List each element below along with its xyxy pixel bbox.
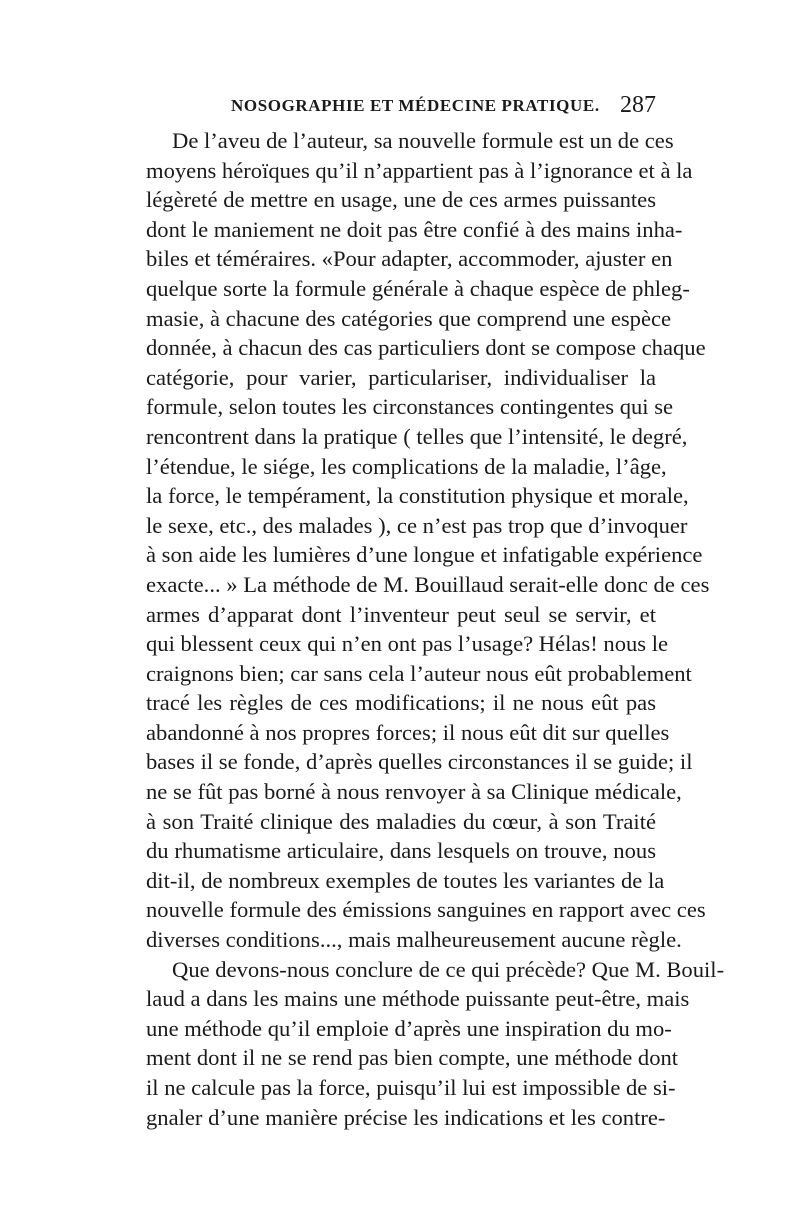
- text-line: biles et téméraires. «Pour adapter, accommoder, ajuster en: [146, 246, 673, 272]
- text-line: nouvelle formule des émissions sanguines en rapport avec ces: [146, 897, 706, 923]
- text-line: catégorie, pour varier, particulariser, individualiser la: [146, 364, 656, 390]
- running-title: NOSOGRAPHIE ET MÉDECINE PRATIQUE.: [231, 96, 600, 115]
- text-line: Que devons-nous conclure de ce qui précède? Que M. Bouil-: [172, 956, 725, 982]
- text-line: la force, le tempérament, la constitution physique et morale,: [146, 483, 689, 509]
- text-line: à son Traité clinique des maladies du cœur, à son Traité: [146, 808, 656, 834]
- text-line: l’étendue, le siége, les complications de la maladie, l’âge,: [146, 453, 667, 479]
- text-line: masie, à chacune des catégories que comprend une espèce: [146, 305, 672, 331]
- text-line: à son aide les lumières d’une longue et infatigable expérience: [146, 542, 703, 568]
- text-line: le sexe, etc., des malades ), ce n’est pas trop que d’invoquer: [146, 512, 688, 538]
- text-line: formule, selon toutes les circonstances contingentes qui se: [146, 394, 674, 420]
- text-line: quelque sorte la formule générale à chaque espèce de phleg-: [146, 275, 690, 301]
- text-line: qui blessent ceux qui n’en ont pas l’usage? Hélas! nous le: [146, 631, 669, 657]
- text-line: moyens héroïques qu’il n’appartient pas à l’ignorance et à la: [146, 157, 693, 183]
- page-number: 287: [620, 92, 656, 118]
- running-head: [146, 92, 656, 124]
- text-line: diverses conditions..., mais malheureusement aucune règle.: [146, 927, 682, 953]
- text-line: laud a dans les mains une méthode puissante peut-être, mais: [146, 986, 690, 1012]
- text-line: abandonné à nos propres forces; il nous eût dit sur quelles: [146, 719, 670, 745]
- text-line: dit-il, de nombreux exemples de toutes les variantes de la: [146, 867, 665, 893]
- text-line: donnée, à chacun des cas particuliers dont se compose chaque: [146, 335, 706, 361]
- text-line: gnaler d’une manière précise les indications et les contre-: [146, 1104, 666, 1130]
- text-line: exacte... » La méthode de M. Bouillaud serait-elle donc de ces: [146, 571, 710, 597]
- text-line: une méthode qu’il emploie d’après une inspiration du mo-: [146, 1015, 672, 1041]
- text-line: ne se fût pas borné à nous renvoyer à sa Clinique médicale,: [146, 779, 682, 805]
- text-line: légèreté de mettre en usage, une de ces armes puissantes: [146, 187, 656, 213]
- text-line: il ne calcule pas la force, puisqu’il lui est impossible de si-: [146, 1075, 676, 1100]
- text-line: bases il se fonde, d’après quelles circonstances il se guide; il: [146, 749, 693, 775]
- text-line: rencontrent dans la pratique ( telles que l’intensité, le degré,: [146, 423, 688, 449]
- text-line: armes d’apparat dont l’inventeur peut seul se servir, et: [146, 601, 656, 627]
- text-line: dont le maniement ne doit pas être confié à des mains inha-: [146, 216, 683, 242]
- body-text: [146, 126, 725, 1132]
- text-line: tracé les règles de ces modifications; il ne nous eût pas: [146, 690, 656, 716]
- text-line: du rhumatisme articulaire, dans lesquels on trouve, nous: [146, 838, 656, 864]
- text-line: De l’aveu de l’auteur, sa nouvelle formule est un de ces: [172, 128, 674, 153]
- text-line: craignons bien; car sans cela l’auteur nous eût probablement: [146, 660, 692, 686]
- text-line: ment dont il ne se rend pas bien compte, une méthode dont: [146, 1045, 679, 1071]
